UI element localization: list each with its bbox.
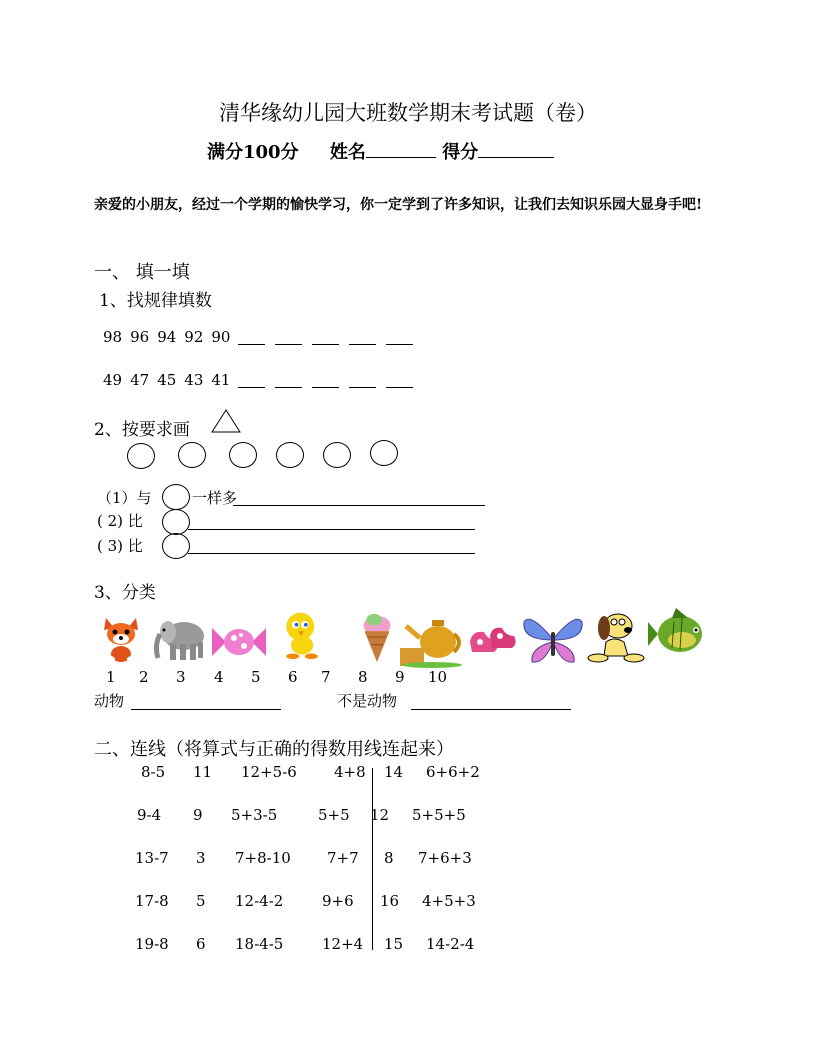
circle-icon <box>229 442 257 468</box>
seq-number: 45 <box>157 371 177 389</box>
seq-number: 94 <box>157 328 177 346</box>
expression-mid[interactable]: 5+3-5 <box>231 806 278 824</box>
circle-icon <box>323 442 351 468</box>
seq-number: 98 <box>103 328 123 346</box>
fish-icon <box>648 606 710 662</box>
expression-far[interactable]: 14-2-4 <box>426 935 475 953</box>
expression-mid[interactable]: 7+8-10 <box>235 849 291 867</box>
result-right[interactable]: 8 <box>384 849 394 867</box>
score-name-line <box>207 138 554 164</box>
circle-icon <box>127 443 155 469</box>
divider-line <box>372 768 373 950</box>
sequence-row-1 <box>103 328 423 346</box>
answer-blank[interactable] <box>386 343 413 345</box>
expression-left[interactable]: 13-7 <box>135 849 169 867</box>
score-label: 满分100分 <box>207 142 299 163</box>
picture-number: 10 <box>428 668 448 686</box>
candy-icon <box>208 616 270 668</box>
answer-line-2[interactable] <box>188 529 475 530</box>
section2-heading: 二、连线（将算式与正确的得数用线连起来） <box>94 739 454 760</box>
seq-number: 43 <box>184 371 204 389</box>
sequence-row-2 <box>103 371 423 389</box>
q2-line1-suffix: 一样多 <box>192 489 238 507</box>
q3-heading: 3、分类 <box>94 583 156 603</box>
q2-line2-prefix: ( 2) 比 <box>97 512 143 530</box>
picture-number: 6 <box>288 668 298 686</box>
answer-blank[interactable] <box>349 386 376 388</box>
expression-right[interactable]: 9+6 <box>322 892 354 910</box>
picture-number: 2 <box>139 668 149 686</box>
circle-icon <box>276 442 304 468</box>
picture-number: 7 <box>321 668 331 686</box>
dog-icon <box>584 608 648 666</box>
result-left[interactable]: 5 <box>196 892 206 910</box>
answer-blank[interactable] <box>312 343 339 345</box>
expression-right[interactable]: 12+4 <box>322 935 364 953</box>
grade-label: 得分 <box>442 142 479 163</box>
expression-right[interactable]: 7+7 <box>327 849 359 867</box>
picture-number: 1 <box>106 668 116 686</box>
picture-number: 5 <box>251 668 261 686</box>
q2-heading: 2、按要求画 <box>94 420 190 440</box>
q1-heading: 1、找规律填数 <box>99 291 212 311</box>
answer-line-1[interactable] <box>233 505 485 506</box>
animal-label: 动物 <box>94 692 125 710</box>
picture-number: 4 <box>214 668 224 686</box>
expression-far[interactable]: 4+5+3 <box>422 892 476 910</box>
page-title: 清华缘幼儿园大班数学期末考试题（卷） <box>219 101 597 125</box>
expression-left[interactable]: 8-5 <box>141 763 166 781</box>
seq-number: 96 <box>130 328 150 346</box>
grade-blank[interactable] <box>478 141 554 158</box>
picture-number: 9 <box>395 668 405 686</box>
result-left[interactable]: 6 <box>196 935 206 953</box>
expression-far[interactable]: 6+6+2 <box>426 763 480 781</box>
circle-icon <box>178 442 206 468</box>
ice-cream-icon <box>352 612 402 664</box>
name-blank[interactable] <box>366 141 436 158</box>
expression-mid[interactable]: 18-4-5 <box>235 935 284 953</box>
seq-number: 47 <box>130 371 150 389</box>
q2-line3-prefix: ( 3) 比 <box>97 537 143 555</box>
result-right[interactable]: 15 <box>384 935 404 953</box>
result-right[interactable]: 16 <box>380 892 400 910</box>
not-animal-label: 不是动物 <box>337 692 398 710</box>
circle-icon <box>162 484 190 510</box>
q2-line1-prefix: （1）与 <box>97 489 152 507</box>
seq-number: 49 <box>103 371 123 389</box>
animal-answer-line[interactable] <box>131 709 281 710</box>
expression-mid[interactable]: 12+5-6 <box>241 763 297 781</box>
result-left[interactable]: 11 <box>193 763 213 781</box>
picture-number: 8 <box>358 668 368 686</box>
result-left[interactable]: 3 <box>196 849 206 867</box>
seq-number: 90 <box>211 328 231 346</box>
expression-left[interactable]: 9-4 <box>137 806 162 824</box>
expression-far[interactable]: 5+5+5 <box>412 806 466 824</box>
answer-blank[interactable] <box>349 343 376 345</box>
expression-mid[interactable]: 12-4-2 <box>235 892 284 910</box>
answer-blank[interactable] <box>275 386 302 388</box>
picture-number: 3 <box>176 668 186 686</box>
fox-icon <box>96 612 146 664</box>
expression-left[interactable]: 19-8 <box>135 935 169 953</box>
expression-far[interactable]: 7+6+3 <box>418 849 472 867</box>
section1-heading: 一、 填一填 <box>94 262 190 283</box>
elephant-icon <box>150 612 212 664</box>
shoes-icon <box>466 618 520 662</box>
circle-icon <box>162 533 190 559</box>
seq-number: 41 <box>211 371 231 389</box>
intro-text: 亲爱的小朋友，经过一个学期的愉快学习，你一定学到了许多知识，让我们去知识乐园大显身手吧! <box>94 197 703 213</box>
result-right[interactable]: 12 <box>370 806 390 824</box>
answer-blank[interactable] <box>238 386 265 388</box>
answer-blank[interactable] <box>275 343 302 345</box>
result-right[interactable]: 14 <box>384 763 404 781</box>
triangle-icon <box>210 408 242 434</box>
teapot-icon <box>398 612 464 668</box>
answer-blank[interactable] <box>312 386 339 388</box>
expression-right[interactable]: 4+8 <box>334 763 366 781</box>
answer-blank[interactable] <box>386 386 413 388</box>
circle-icon <box>370 440 398 466</box>
answer-blank[interactable] <box>238 343 265 345</box>
bird-icon <box>274 608 332 660</box>
name-label: 姓名 <box>329 142 366 163</box>
expression-right[interactable]: 5+5 <box>318 806 350 824</box>
answer-line-3[interactable] <box>188 553 475 554</box>
expression-left[interactable]: 17-8 <box>135 892 169 910</box>
butterfly-icon <box>522 612 584 666</box>
not-animal-answer-line[interactable] <box>411 709 571 710</box>
result-left[interactable]: 9 <box>193 806 203 824</box>
circle-icon <box>162 509 190 535</box>
seq-number: 92 <box>184 328 204 346</box>
